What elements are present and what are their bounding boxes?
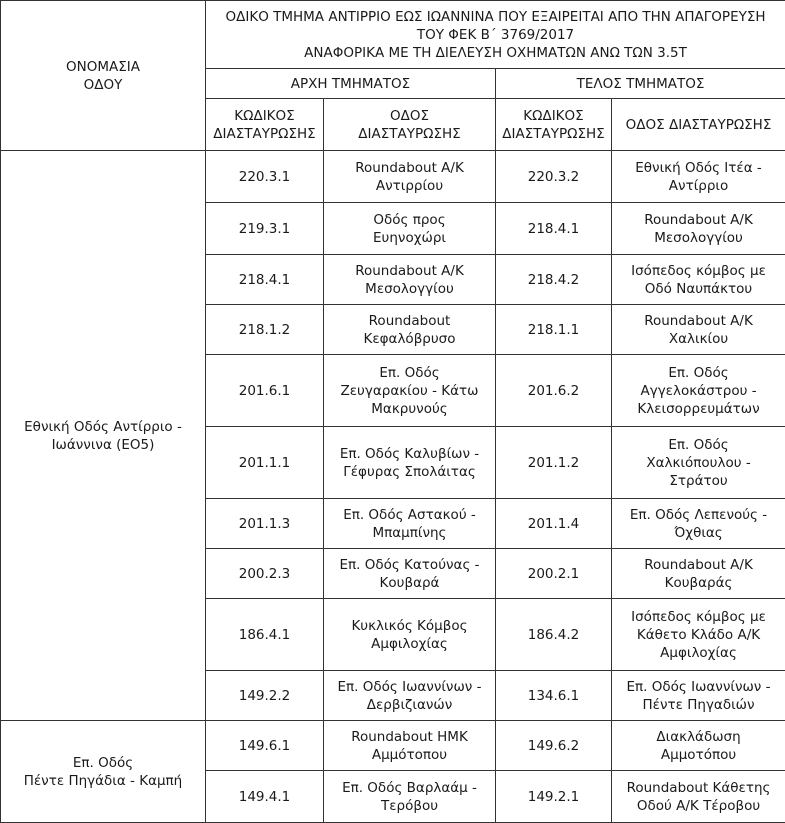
end-road-column-header: ΟΔΟΣ ΔΙΑΣΤΑΥΡΩΣΗΣ: [612, 99, 785, 151]
end-crossing-road: Roundabout Α/Κ Μεσολογγίου: [612, 203, 785, 255]
start-crossing-road: Οδός προς Ευηνοχώρι: [324, 203, 496, 255]
end-crossing-code: 218.1.1: [496, 305, 612, 355]
start-crossing-road: Επ. Οδός Ζευγαρακίου - Κάτω Μακρυνούς: [324, 355, 496, 427]
end-crossing-road: Roundabout Α/Κ Χαλικίου: [612, 305, 785, 355]
start-crossing-code: 220.3.1: [206, 151, 324, 203]
start-crossing-code: 201.1.1: [206, 427, 324, 499]
end-crossing-road: Επ. Οδός Αγγελοκάστρου - Κλεισορρευμάτων: [612, 355, 785, 427]
end-crossing-road: Εθνική Οδός Ιτέα - Αντίρριο: [612, 151, 785, 203]
road-name-cell: Επ. Οδός Πέντε Πηγάδια - Καμπή: [1, 721, 206, 823]
start-crossing-road: Επ. Οδός Κατούνας - Κουβαρά: [324, 549, 496, 599]
end-code-column-header: ΚΩΔΙΚΟΣ ΔΙΑΣΤΑΥΡΩΣΗΣ: [496, 99, 612, 151]
start-crossing-code: 201.6.1: [206, 355, 324, 427]
segment-start-header: ΑΡΧΗ ΤΜΗΜΑΤΟΣ: [206, 69, 496, 99]
end-crossing-road: Ισόπεδος κόμβος με Κάθετο Κλάδο Α/Κ Αμφιλοχίας: [612, 599, 785, 671]
start-road-column-header: ΟΔΟΣ ΔΙΑΣΤΑΥΡΩΣΗΣ: [324, 99, 496, 151]
end-crossing-road: Επ. Οδός Ιωαννίνων - Πέντε Πηγαδιών: [612, 671, 785, 721]
end-crossing-code: 149.2.1: [496, 771, 612, 823]
start-crossing-code: 200.2.3: [206, 549, 324, 599]
start-crossing-code: 218.4.1: [206, 255, 324, 305]
segment-end-header: ΤΕΛΟΣ ΤΜΗΜΑΤΟΣ: [496, 69, 785, 99]
start-crossing-road: Roundabout ΗΜΚ Αμμότοπου: [324, 721, 496, 771]
end-crossing-road: Διακλάδωση Αμμοτόπου: [612, 721, 785, 771]
start-crossing-road: Roundabout Α/Κ Μεσολογγίου: [324, 255, 496, 305]
start-crossing-code: 149.6.1: [206, 721, 324, 771]
end-crossing-code: 201.1.2: [496, 427, 612, 499]
start-crossing-code: 149.4.1: [206, 771, 324, 823]
end-crossing-road: Roundabout Α/Κ Κουβαράς: [612, 549, 785, 599]
start-crossing-code: 201.1.3: [206, 499, 324, 549]
road-name-cell: Εθνική Οδός Αντίρριο - Ιωάννινα (ΕΟ5): [1, 151, 206, 721]
end-crossing-code: 200.2.1: [496, 549, 612, 599]
table-title: ΟΔΙΚΟ ΤΜΗΜΑ ΑΝΤΙΡΡΙΟ ΕΩΣ ΙΩΑΝΝΙΝΑ ΠΟΥ ΕΞΑΙΡΕΙΤΑΙ ΑΠΟ ΤΗΝ ΑΠΑΓΟΡΕΥΣΗ ΤΟΥ ΦΕΚ Β΄ 3769/2017 ΑΝΑΦΟΡΙΚΑ ΜΕ ΤΗ ΔΙΕΛΕΥΣΗ ΟΧΗΜΑΤΩΝ ΑΝΩ ΤΩΝ 3.5Τ: [206, 1, 785, 69]
start-crossing-road: Roundabout Κεφαλόβρυσο: [324, 305, 496, 355]
start-crossing-code: 219.3.1: [206, 203, 324, 255]
end-crossing-code: 218.4.1: [496, 203, 612, 255]
start-code-column-header: ΚΩΔΙΚΟΣ ΔΙΑΣΤΑΥΡΩΣΗΣ: [206, 99, 324, 151]
start-crossing-road: Κυκλικός Κόμβος Αμφιλοχίας: [324, 599, 496, 671]
end-crossing-road: Roundabout Κάθετης Οδού Α/Κ Τέροβου: [612, 771, 785, 823]
end-crossing-road: Επ. Οδός Λεπενούς - Όχθιας: [612, 499, 785, 549]
header-row-title: [1, 1, 785, 69]
table-row: [1, 721, 785, 771]
end-crossing-code: 149.6.2: [496, 721, 612, 771]
start-crossing-road: Επ. Οδός Καλυβίων - Γέφυρας Σπολάιτας: [324, 427, 496, 499]
end-crossing-code: 220.3.2: [496, 151, 612, 203]
start-crossing-road: Roundabout Α/Κ Αντιρρίου: [324, 151, 496, 203]
start-crossing-road: Επ. Οδός Βαρλαάμ - Τερόβου: [324, 771, 496, 823]
start-crossing-code: 218.1.2: [206, 305, 324, 355]
end-crossing-road: Ισόπεδος κόμβος με Οδό Ναυπάκτου: [612, 255, 785, 305]
start-crossing-road: Επ. Οδός Ιωαννίνων - Δερβιζιανών: [324, 671, 496, 721]
start-crossing-code: 186.4.1: [206, 599, 324, 671]
end-crossing-code: 134.6.1: [496, 671, 612, 721]
start-crossing-road: Επ. Οδός Αστακού - Μπαμπίνης: [324, 499, 496, 549]
start-crossing-code: 149.2.2: [206, 671, 324, 721]
table-row: [1, 151, 785, 203]
end-crossing-road: Επ. Οδός Χαλκιόπουλου - Στράτου: [612, 427, 785, 499]
road-name-header: ΟΝΟΜΑΣΙΑ ΟΔΟΥ: [1, 1, 206, 151]
end-crossing-code: 218.4.2: [496, 255, 612, 305]
end-crossing-code: 201.1.4: [496, 499, 612, 549]
end-crossing-code: 186.4.2: [496, 599, 612, 671]
end-crossing-code: 201.6.2: [496, 355, 612, 427]
